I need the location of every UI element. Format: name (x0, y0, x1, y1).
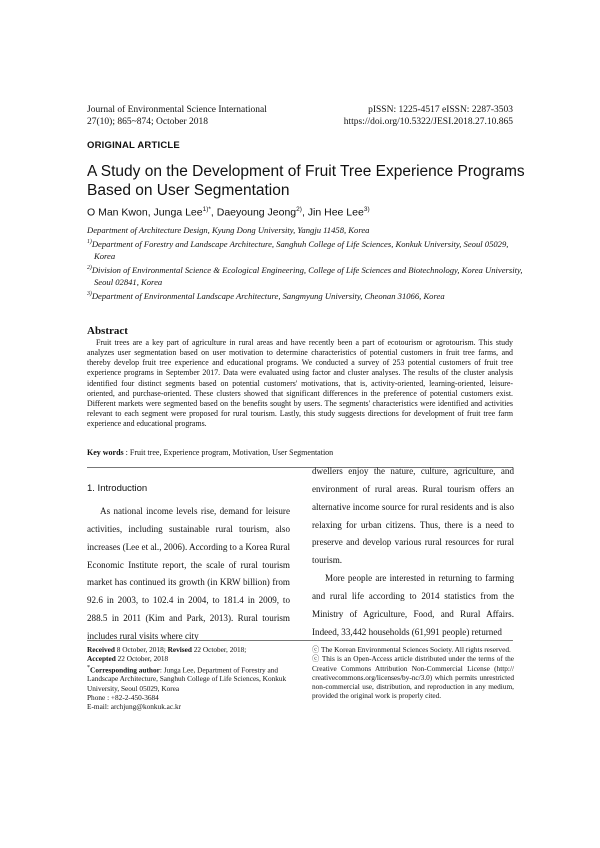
body-paragraph: More people are interested in returning to farming and rural life according to 2014 statistics from the Ministry of Agriculture, Food, and Rural Affairs. Indeed, 33,442 households (61,991 people) returned (312, 573, 514, 637)
author-name: O Man Kwon (87, 206, 148, 219)
keywords-label: Key words (87, 448, 124, 457)
affiliation (87, 236, 527, 262)
body-column-left (87, 503, 290, 646)
revised-label: Revised (167, 645, 192, 654)
keywords-text: : Fruit tree, Experience program, Motivation, User Segmentation (123, 448, 334, 457)
author-name: Daeyoung Jeong (216, 206, 297, 219)
accepted-line (87, 654, 297, 663)
received-revised-line (87, 645, 297, 654)
title-line-1: A Study on the Development of Fruit Tree Experience Programs (87, 163, 525, 180)
footnote-divider (87, 640, 513, 641)
affiliation (87, 224, 527, 236)
open-access-notice: ⓒ This is an Open-Access article distributed under the terms of the Creative Commons Attribution Non-Commercial License (http:// creativecommons.org/licenses/by-nc/3.0) which permits unrestricted non-commercial use, distribution, and reproduction in any medium, provided the original work is properly cited. (312, 654, 514, 701)
accepted-date: 22 October, 2018 (115, 654, 169, 664)
accepted-label: Accepted (87, 654, 116, 664)
article-type-label: ORIGINAL ARTICLE (87, 140, 180, 151)
affiliation-mark: 2) (87, 264, 92, 271)
corresponding-mark: * (87, 664, 91, 671)
affiliation-text: Department of Architecture Design, Kyung Dong University, Yangju 11458, Korea (87, 225, 370, 235)
paper-title (87, 163, 527, 200)
revised-date: 22 October, 2018; (191, 645, 247, 654)
phone: Phone : +82-2-450-3684 (87, 692, 159, 702)
body-column-right (312, 463, 514, 641)
affiliation-text: Department of Forestry and Landscape Architecture, Sanghuh College of Life Sciences, Konkuk University, Seoul 05029, Korea (91, 238, 509, 261)
affiliation-text: Department of Environmental Landscape Architecture, Sangmyung University, Cheonan 31066, Korea (91, 290, 445, 301)
affiliation-mark: 1) (87, 239, 92, 245)
author-separator: , (210, 206, 217, 219)
title-line-2: Based on User Segmentation (87, 181, 290, 199)
author-separator: , (147, 206, 154, 219)
corresponding-author (87, 664, 297, 693)
body-paragraph: As national income levels rise, demand for leisure activities, including sustainable rural tourism, also increases (Lee et al., 2006). According to a Korea Rural Economic Institute report, the scale of rural tourism market has continued its growth (in KRW billion) from 92.6 in 2003, to 102.4 in 2004, to 181.4 in 2009, to 288.5 in 2011 (Kim and Park, 2013). Rural tourism includes rural visits where city (87, 506, 291, 641)
affiliation-mark: 3) (87, 290, 92, 297)
journal-header-right (344, 104, 513, 128)
author-name: Junga Lee (153, 206, 203, 219)
journal-volume: 27(10); 865~874; October 2018 (87, 117, 208, 127)
section-heading: 1. Introduction (87, 483, 148, 494)
body-paragraph: dwellers enjoy the nature, culture, agriculture, and environment of rural areas. Rural tourism offers an alternative income source for rural residents and is also relaxing for urban citizens. Thus, there is a need to preserve and develop various rural resources for rural tourism. (312, 466, 514, 566)
issn: pISSN: 1225-4517 eISSN: 2287-3503 (368, 105, 513, 115)
author-name: Jin Hee Lee (307, 206, 364, 219)
copyright-notice: ⓒ The Korean Environmental Sciences Society. All rights reserved. (312, 645, 511, 654)
affiliation-text: Division of Environmental Science & Ecological Engineering, College of Life Sciences and Biotechnology, Korea University, Seoul 02841, Korea (91, 264, 523, 287)
article-history-footnote (87, 645, 297, 712)
affiliation-list (87, 224, 527, 302)
abstract-heading: Abstract (87, 325, 128, 337)
corresponding-label: Corresponding author (90, 665, 160, 675)
corresponding-text: : Junga Lee, Department of Forestry and Landscape Architecture, Sanghuh College of Life Sciences, Konkuk University, Seoul 05029, Korea (87, 665, 287, 693)
keywords (87, 448, 333, 457)
received-label: Received (87, 645, 115, 654)
received-date: 8 October, 2018; (114, 645, 168, 654)
affiliation (87, 288, 527, 302)
email[interactable]: E-mail: archjung@konkuk.ac.kr (87, 702, 182, 712)
license-footnote (312, 645, 514, 701)
author-affiliation-mark: 3) (363, 206, 370, 213)
journal-name: Journal of Environmental Science International (87, 105, 267, 115)
author-separator: , (301, 206, 308, 219)
doi-link[interactable]: https://doi.org/10.5322/JESI.2018.27.10.865 (343, 117, 513, 127)
author-affiliation-mark: 2) (296, 206, 302, 213)
affiliation (87, 262, 527, 288)
journal-header-left (87, 104, 267, 128)
author-affiliation-mark: 1)* (202, 206, 211, 213)
abstract-body: Fruit trees are a key part of agriculture in rural areas and have recently been a part of ecotourism or agrotourism. This study analyzes user segmentation based on user motivation to determine characteristics of potential customers in fruit tree farms, and thereby develop fruit tree experience and educational programs. We conducted a survey of 253 potential customers of fruit tree experience programs in September 2017. Data were evaluated using factor and cluster analyses. The results of the cluster analysis identified four distinct segments based on potential customers' motivations, that is, activity-oriented, learning-oriented, leisure-oriented, and purchase-oriented. These clusters showed that significant differences in the preference of potential customers exist. Different markets were segmented based on the benefits sought by users. The segments' characteristics were identified and activities relevant to each segment were proposed for rural tourism. Lastly, this study suggests directions for development of fruit tree farm experience and educational programs. (87, 338, 513, 429)
author-list (87, 206, 370, 219)
